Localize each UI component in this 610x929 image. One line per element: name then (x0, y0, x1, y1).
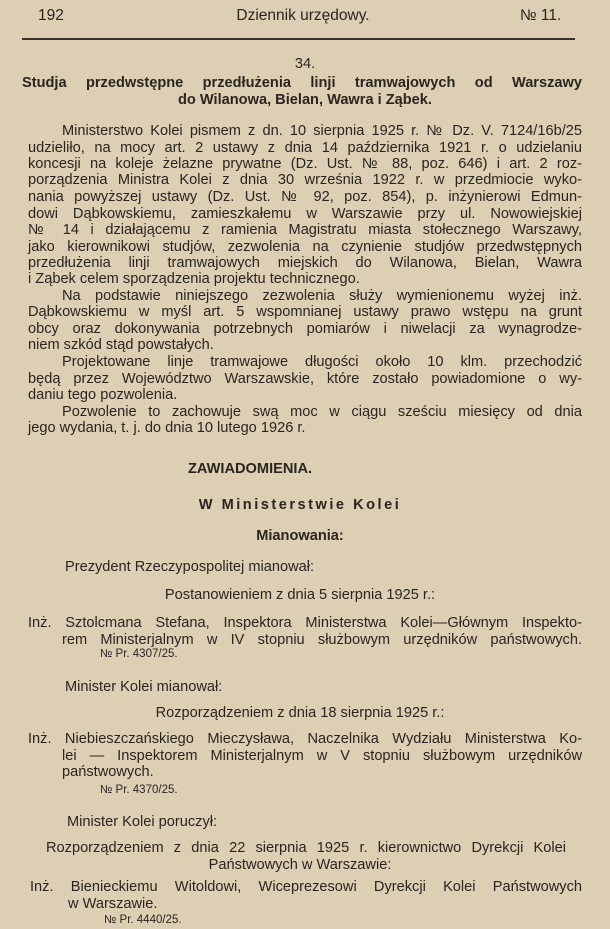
body-line: Ministerstwo Kolei pismem z dn. 10 sierpnia 1925 r. № Dz. V. 7124/16b/25 (62, 123, 582, 139)
body-line: Na podstawie niniejszego zezwolenia służy wymienionemu wyżej inż. (62, 288, 582, 304)
body-line: № 14 i działającemu z ramienia Magistratu miasta stołecznego Warszawy, (28, 222, 582, 238)
journal-title: Dziennik urzędowy. (236, 7, 370, 24)
notice-line: Inż. Bienieckiemu Witoldowi, Wiceprezesowi Dyrekcji Kolei Państwowych (30, 879, 582, 895)
notice-line: rem Ministerjalnym w IV stopniu służbowym urzędników państwowych. (62, 632, 582, 648)
body-line: dowi Dąbkowskiemu, zamieszkałemu w Warszawie przy ul. Nowowiejskiej (28, 206, 582, 222)
notice-line: Postanowieniem z dnia 5 sierpnia 1925 r.: (164, 587, 436, 603)
notice-line: № Pr. 4440/25. (104, 914, 182, 926)
ministry-heading: W Ministerstwie Kolei (198, 497, 402, 513)
page-number: 192 (38, 7, 64, 24)
body-line: przedłużenia linji tramwajowych miejskich do Wilanowa, Bielan, Wawra (28, 255, 582, 271)
notice-line: Państwowych w Warszawie: (208, 857, 392, 873)
body-line: Projektowane linje tramwajowe długości około 10 klm. przechodzić (62, 354, 582, 370)
notice-line: w Warszawie. (68, 896, 158, 912)
notice-line: Rozporządzeniem z dnia 18 sierpnia 1925 r.: (155, 705, 445, 721)
notice-line: Prezydent Rzeczypospolitej mianował: (65, 559, 315, 575)
body-line: będą przez Województwo Warszawskie, które zostało powiadomione o wy- (28, 371, 582, 387)
body-line: i Ząbek celem sporządzenia projektu technicznego. (28, 271, 360, 287)
notice-line: Inż. Sztolcmana Stefana, Inspektora Ministerstwa Kolei—Głównym Inspekto- (28, 615, 582, 631)
article-title: Studja przedwstępne przedłużenia linji tramwajowych od Warszawy (22, 75, 582, 91)
notice-line: № Pr. 4370/25. (100, 784, 178, 796)
notice-line: państwowych. (62, 764, 154, 780)
body-line: jego wydania, t. j. do dnia 10 lutego 1926 r. (28, 420, 306, 436)
notice-line: Minister Kolei poruczył: (67, 814, 218, 830)
body-line: Pozwolenie to zachowuje swą moc w ciągu sześciu miesięcy od dnia (62, 404, 582, 420)
issue-number: № 11. (520, 7, 562, 24)
body-line: udzieliło, na mocy art. 2 ustawy z dnia 14 października 1921 r. o udzielaniu (28, 140, 582, 156)
body-line: Dąbkowskiemu w myśl art. 5 wspomnianej ustawy prawo wstępu na grunt (28, 304, 582, 320)
notice-line: lei — Inspektorem Ministerjalnym w V stopniu służbowym urzędników (62, 748, 582, 764)
body-line: koncesji na koleje żelazne prywatne (Dz. Ust. № 88, poz. 646) i art. 2 roz- (28, 156, 582, 172)
body-line: jako kierownikowi studjów, zezwolenia na czynienie studjów przedwstępnych (28, 239, 582, 255)
body-line: obcy oraz dokonywania potrzebnych pomiarów i niwelacji za wynagrodze- (28, 321, 582, 337)
body-line: nania powyższej ustawy (Dz. Ust. № 92, poz. 854), p. inżynierowi Edmun- (28, 189, 582, 205)
header-rule (22, 38, 575, 40)
notices-heading: ZAWIADOMIENIA. (188, 461, 313, 477)
notice-line: Rozporządzeniem z dnia 22 sierpnia 1925 r. kierownictwo Dyrekcji Kolei (46, 840, 566, 856)
body-line: niem szkód stąd powstałych. (28, 337, 214, 353)
section-heading: Mianowania: (256, 528, 344, 544)
notice-line: № Pr. 4307/25. (100, 648, 178, 660)
body-line: porządzenia Ministra Kolei z dnia 30 września 1922 r. w przedmiocie wyko- (28, 172, 582, 188)
body-line: daniu tego pozwolenia. (28, 387, 178, 403)
article-number: 34. (294, 56, 316, 72)
notice-line: Minister Kolei mianował: (65, 679, 223, 695)
article-title: do Wilanowa, Bielan, Wawra i Ząbek. (178, 92, 432, 108)
notice-line: Inż. Niebieszczańskiego Mieczysława, Naczelnika Wydziału Ministerstwa Ko- (28, 731, 582, 747)
